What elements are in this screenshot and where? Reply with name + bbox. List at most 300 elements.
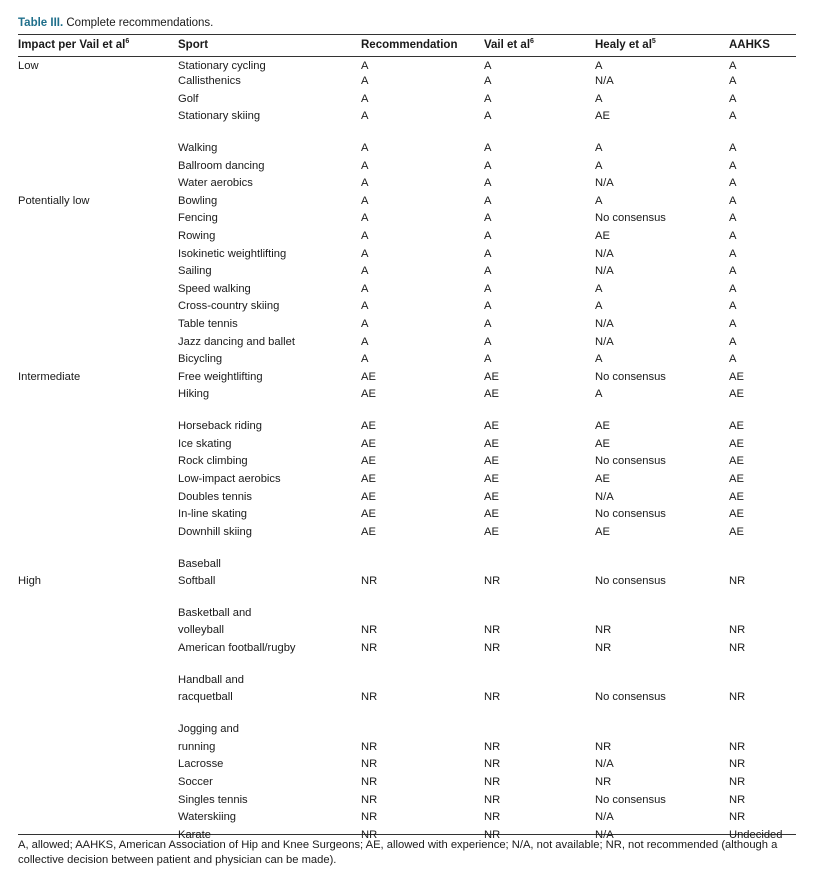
sport-cell: Soccer <box>178 775 213 788</box>
header-row <box>18 35 796 56</box>
table-row <box>18 740 796 758</box>
sport-cell: Handball and <box>178 673 244 686</box>
impact-cell: High <box>18 575 42 588</box>
aahks-cell: NR <box>729 740 746 753</box>
impact-cell: Intermediate <box>18 370 81 383</box>
impact-cell <box>18 92 178 110</box>
recommendation-cell: A <box>361 229 369 242</box>
recommendation-cell: NR <box>361 793 378 806</box>
sport-cell: Isokinetic weightlifting <box>178 247 287 260</box>
recommendation-cell: A <box>361 60 369 72</box>
recommendation-cell: A <box>361 110 369 123</box>
impact-cell <box>18 229 178 247</box>
aahks-cell: A <box>729 229 737 242</box>
healy-cell: AE <box>595 420 610 433</box>
aahks-cell: AE <box>729 437 744 450</box>
impact-cell <box>18 419 178 437</box>
aahks-cell: A <box>729 141 737 154</box>
sport-cell: Low-impact aerobics <box>178 472 281 485</box>
recommendation-cell: A <box>361 265 369 278</box>
healy-cell: N/A <box>595 247 614 260</box>
impact-cell <box>18 247 178 265</box>
spacer-cell <box>18 127 796 141</box>
aahks-cell: NR <box>729 793 746 806</box>
table-row <box>18 141 796 159</box>
table-row <box>18 335 796 353</box>
recommendation-cell <box>361 557 484 575</box>
recommendation-cell: AE <box>361 437 376 450</box>
impact-cell <box>18 623 178 641</box>
vail-cell: A <box>484 229 492 242</box>
table-caption-label: Table III. <box>18 17 64 29</box>
healy-cell: N/A <box>595 490 614 503</box>
aahks-cell: A <box>729 194 737 207</box>
vail-cell: A <box>484 159 492 172</box>
recommendation-cell: A <box>361 92 369 105</box>
healy-cell: N/A <box>595 177 614 190</box>
impact-cell <box>18 673 178 691</box>
recommendation-cell: NR <box>361 775 378 788</box>
table-row <box>18 810 796 828</box>
impact-cell <box>18 793 178 811</box>
vail-cell: AE <box>484 437 499 450</box>
sport-cell: Rock climbing <box>178 455 248 468</box>
sport-cell: running <box>178 740 216 753</box>
table-row <box>18 317 796 335</box>
table-caption-text: Complete recommendations. <box>63 17 214 29</box>
table-body <box>18 56 796 845</box>
impact-cell <box>18 74 178 92</box>
aahks-cell: A <box>729 177 737 190</box>
vail-cell: AE <box>484 472 499 485</box>
healy-cell: AE <box>595 229 610 242</box>
impact-cell <box>18 740 178 758</box>
impact-cell <box>18 757 178 775</box>
sport-cell: Jazz dancing and ballet <box>178 335 295 348</box>
healy-cell <box>595 606 729 624</box>
recommendation-cell: A <box>361 159 369 172</box>
recommendation-cell: AE <box>361 420 376 433</box>
healy-cell: A <box>595 300 603 313</box>
table-row <box>18 623 796 641</box>
impact-cell <box>18 775 178 793</box>
healy-cell: AE <box>595 110 610 123</box>
healy-cell: AE <box>595 525 610 538</box>
sport-cell: Singles tennis <box>178 793 248 806</box>
recommendation-cell: AE <box>361 508 376 521</box>
vail-cell <box>484 673 595 691</box>
healy-cell: No consensus <box>595 691 666 704</box>
recommendation-cell: NR <box>361 642 378 655</box>
vail-cell: NR <box>484 793 501 806</box>
aahks-cell: AE <box>729 370 744 383</box>
aahks-cell: NR <box>729 624 746 637</box>
sport-cell: Stationary skiing <box>178 110 261 123</box>
aahks-cell: A <box>729 265 737 278</box>
sport-cell: Horseback riding <box>178 420 262 433</box>
healy-cell: A <box>595 141 603 154</box>
vail-cell: NR <box>484 691 501 704</box>
recommendation-cell: A <box>361 141 369 154</box>
aahks-cell: AE <box>729 455 744 468</box>
table-row <box>18 690 796 708</box>
healy-cell: N/A <box>595 758 614 771</box>
impact-cell <box>18 282 178 300</box>
spacer-cell <box>18 592 796 606</box>
recommendation-cell: AE <box>361 370 376 383</box>
sport-cell: racquetball <box>178 691 233 704</box>
vail-cell: NR <box>484 642 501 655</box>
aahks-cell: AE <box>729 472 744 485</box>
vail-cell: NR <box>484 624 501 637</box>
sport-cell: volleyball <box>178 624 225 637</box>
sport-cell: Fencing <box>178 212 218 225</box>
sport-cell: Ballroom dancing <box>178 159 265 172</box>
sport-cell: Bowling <box>178 194 218 207</box>
recommendation-cell: A <box>361 353 369 366</box>
spacer-row <box>18 708 796 722</box>
table-row <box>18 229 796 247</box>
table-row <box>18 775 796 793</box>
table-row <box>18 264 796 282</box>
recommendation-cell <box>361 673 484 691</box>
healy-cell: NR <box>595 740 612 753</box>
table-row <box>18 454 796 472</box>
recommendation-cell: A <box>361 194 369 207</box>
table-row <box>18 722 796 740</box>
recommendation-cell: AE <box>361 472 376 485</box>
impact-cell <box>18 141 178 159</box>
sport-cell: Stationary cycling <box>178 60 266 72</box>
spacer-row <box>18 127 796 141</box>
sport-cell: Sailing <box>178 265 212 278</box>
impact-cell: Low <box>18 60 39 72</box>
header-aahks: AAHKS <box>729 39 770 51</box>
recommendation-cell: A <box>361 212 369 225</box>
sport-cell: Table tennis <box>178 318 238 331</box>
aahks-cell: NR <box>729 811 746 824</box>
recommendation-cell: A <box>361 247 369 260</box>
vail-cell: A <box>484 353 492 366</box>
vail-cell: NR <box>484 775 501 788</box>
vail-cell <box>484 722 595 740</box>
recommendation-cell: A <box>361 300 369 313</box>
vail-cell: A <box>484 335 492 348</box>
impact-cell <box>18 557 178 575</box>
impact-cell <box>18 490 178 508</box>
healy-cell <box>595 722 729 740</box>
healy-cell: A <box>595 353 603 366</box>
sport-cell: Doubles tennis <box>178 490 253 503</box>
healy-cell: N/A <box>595 318 614 331</box>
header-impact: Impact per Vail et $al^6$ <box>18 38 130 51</box>
recommendation-cell: A <box>361 282 369 295</box>
table-row <box>18 472 796 490</box>
vail-cell: A <box>484 282 492 295</box>
table-row <box>18 557 796 575</box>
vail-cell: NR <box>484 575 501 588</box>
healy-cell: NR <box>595 775 612 788</box>
healy-cell: A <box>595 388 603 401</box>
impact-cell <box>18 264 178 282</box>
impact-cell <box>18 690 178 708</box>
vail-cell: A <box>484 177 492 190</box>
sport-cell: American football/rugby <box>178 642 296 655</box>
vail-cell <box>484 557 595 575</box>
vail-cell: A <box>484 247 492 260</box>
table-row <box>18 176 796 194</box>
vail-cell: AE <box>484 455 499 468</box>
header-recommendation: Recommendation <box>361 39 458 51</box>
sport-cell: Basketball and <box>178 606 252 619</box>
table-row <box>18 606 796 624</box>
table-row <box>18 507 796 525</box>
impact-cell <box>18 159 178 177</box>
vail-cell: AE <box>484 388 499 401</box>
impact-cell <box>18 810 178 828</box>
table-row <box>18 92 796 110</box>
recommendation-cell: NR <box>361 828 378 841</box>
table-row <box>18 370 796 388</box>
healy-cell: N/A <box>595 828 614 841</box>
table-row <box>18 757 796 775</box>
spacer-cell <box>18 708 796 722</box>
vail-cell: AE <box>484 490 499 503</box>
aahks-cell <box>729 722 796 740</box>
healy-cell: AE <box>595 437 610 450</box>
table-row <box>18 574 796 592</box>
table-row <box>18 109 796 127</box>
aahks-cell: A <box>729 353 737 366</box>
header-healy: Healy et $al^5$ <box>595 38 656 51</box>
aahks-cell: A <box>729 75 737 87</box>
impact-cell <box>18 109 178 127</box>
sport-cell: Walking <box>178 141 218 154</box>
recommendation-cell: AE <box>361 388 376 401</box>
table-row <box>18 299 796 317</box>
aahks-cell: NR <box>729 575 746 588</box>
sport-cell: Softball <box>178 575 216 588</box>
aahks-cell <box>729 673 796 691</box>
recommendation-cell: NR <box>361 811 378 824</box>
sport-cell: Speed walking <box>178 282 251 295</box>
spacer-row <box>18 542 796 556</box>
table-caption <box>18 15 213 31</box>
impact-cell: Potentially low <box>18 194 90 207</box>
vail-cell: A <box>484 60 492 72</box>
table-row <box>18 387 796 405</box>
healy-cell: A <box>595 194 603 207</box>
recommendation-cell: AE <box>361 490 376 503</box>
vail-cell: A <box>484 300 492 313</box>
recommendations-table <box>18 35 796 845</box>
recommendation-cell: AE <box>361 525 376 538</box>
aahks-cell: A <box>729 318 737 331</box>
sport-cell: In-line skating <box>178 508 248 521</box>
vail-cell: A <box>484 110 492 123</box>
aahks-cell: NR <box>729 642 746 655</box>
impact-cell <box>18 211 178 229</box>
vail-cell <box>484 606 595 624</box>
sport-cell: Water aerobics <box>178 177 253 190</box>
healy-cell: N/A <box>595 265 614 278</box>
impact-cell <box>18 606 178 624</box>
vail-cell: A <box>484 92 492 105</box>
sport-cell: Jogging and <box>178 723 239 736</box>
table-row <box>18 419 796 437</box>
healy-cell: No consensus <box>595 575 666 588</box>
impact-cell <box>18 387 178 405</box>
sport-cell: Callisthenics <box>178 75 241 87</box>
impact-cell <box>18 176 178 194</box>
aahks-cell: AE <box>729 490 744 503</box>
recommendation-cell <box>361 722 484 740</box>
vail-cell: A <box>484 194 492 207</box>
aahks-cell: A <box>729 92 737 105</box>
table-row <box>18 211 796 229</box>
table-row <box>18 159 796 177</box>
sport-cell: Golf <box>178 92 199 105</box>
sport-cell: Hiking <box>178 388 210 401</box>
spacer-cell <box>18 659 796 673</box>
aahks-cell: A <box>729 159 737 172</box>
aahks-cell: AE <box>729 525 744 538</box>
sport-cell: Waterskiing <box>178 811 237 824</box>
sport-cell: Lacrosse <box>178 758 224 771</box>
table-row <box>18 673 796 691</box>
vail-cell: NR <box>484 740 501 753</box>
recommendation-cell: NR <box>361 624 378 637</box>
aahks-cell: NR <box>729 775 746 788</box>
aahks-cell <box>729 606 796 624</box>
healy-cell: A <box>595 60 603 72</box>
table-row <box>18 282 796 300</box>
impact-cell <box>18 525 178 543</box>
healy-cell: A <box>595 92 603 105</box>
sport-cell: Bicycling <box>178 353 223 366</box>
impact-cell <box>18 335 178 353</box>
healy-cell: A <box>595 159 603 172</box>
aahks-cell: NR <box>729 691 746 704</box>
recommendation-cell: NR <box>361 575 378 588</box>
sport-cell: Rowing <box>178 229 216 242</box>
recommendation-cell: A <box>361 75 369 87</box>
healy-cell: NR <box>595 624 612 637</box>
impact-cell <box>18 299 178 317</box>
healy-cell: No consensus <box>595 455 666 468</box>
table-row <box>18 247 796 265</box>
table-row <box>18 437 796 455</box>
impact-cell <box>18 352 178 370</box>
aahks-cell: AE <box>729 420 744 433</box>
table-row <box>18 56 796 74</box>
sport-cell: Baseball <box>178 557 221 570</box>
aahks-cell: A <box>729 335 737 348</box>
table-row <box>18 194 796 212</box>
aahks-cell: A <box>729 110 737 123</box>
recommendation-cell: A <box>361 318 369 331</box>
healy-cell: A <box>595 282 603 295</box>
table-row <box>18 641 796 659</box>
healy-cell: AE <box>595 472 610 485</box>
impact-cell <box>18 472 178 490</box>
table-row <box>18 793 796 811</box>
recommendation-cell: NR <box>361 740 378 753</box>
header-vail: Vail et $al^6$ <box>484 38 534 51</box>
sport-cell: Cross-country skiing <box>178 300 280 313</box>
recommendation-cell: NR <box>361 691 378 704</box>
vail-cell: A <box>484 75 492 87</box>
sport-cell: Free weightlifting <box>178 370 263 383</box>
aahks-cell: A <box>729 60 737 72</box>
spacer-row <box>18 659 796 673</box>
recommendation-cell <box>361 606 484 624</box>
vail-cell: A <box>484 141 492 154</box>
table-footnote: A, allowed; AAHKS, American Association of Hip and Knee Surgeons; AE, allowed with experience; N/A, not available; NR, not recommended (although a collective decision between patient and physician can be made). <box>18 839 778 866</box>
aahks-cell: A <box>729 212 737 225</box>
impact-cell <box>18 722 178 740</box>
sport-cell: Karate <box>178 828 211 841</box>
impact-cell <box>18 507 178 525</box>
healy-cell: NR <box>595 642 612 655</box>
spacer-row <box>18 592 796 606</box>
sport-cell: Ice skating <box>178 437 232 450</box>
aahks-cell: A <box>729 300 737 313</box>
healy-cell: N/A <box>595 811 614 824</box>
vail-cell: AE <box>484 508 499 521</box>
vail-cell: NR <box>484 828 501 841</box>
impact-cell <box>18 317 178 335</box>
recommendation-cell: NR <box>361 758 378 771</box>
vail-cell: NR <box>484 758 501 771</box>
healy-cell: No consensus <box>595 508 666 521</box>
aahks-cell <box>729 557 796 575</box>
aahks-cell: Undecided <box>729 828 783 841</box>
healy-cell: No consensus <box>595 370 666 383</box>
recommendation-cell: AE <box>361 455 376 468</box>
vail-cell: A <box>484 318 492 331</box>
aahks-cell: AE <box>729 388 744 401</box>
vail-cell: AE <box>484 525 499 538</box>
impact-cell <box>18 641 178 659</box>
vail-cell: AE <box>484 370 499 383</box>
table-row <box>18 352 796 370</box>
healy-cell: N/A <box>595 335 614 348</box>
healy-cell <box>595 557 729 575</box>
aahks-cell: AE <box>729 508 744 521</box>
table-row <box>18 490 796 508</box>
recommendation-cell: A <box>361 335 369 348</box>
aahks-cell: NR <box>729 758 746 771</box>
table-row <box>18 74 796 92</box>
sport-cell: Downhill skiing <box>178 525 252 538</box>
aahks-cell: A <box>729 282 737 295</box>
vail-cell: A <box>484 212 492 225</box>
spacer-row <box>18 405 796 419</box>
vail-cell: NR <box>484 811 501 824</box>
aahks-cell: A <box>729 247 737 260</box>
header-sport: Sport <box>178 39 209 51</box>
table-row <box>18 525 796 543</box>
impact-cell <box>18 437 178 455</box>
healy-cell: No consensus <box>595 212 666 225</box>
healy-cell <box>595 673 729 691</box>
vail-cell: AE <box>484 420 499 433</box>
healy-cell: N/A <box>595 75 614 87</box>
spacer-cell <box>18 405 796 419</box>
recommendation-cell: A <box>361 177 369 190</box>
vail-cell: A <box>484 265 492 278</box>
